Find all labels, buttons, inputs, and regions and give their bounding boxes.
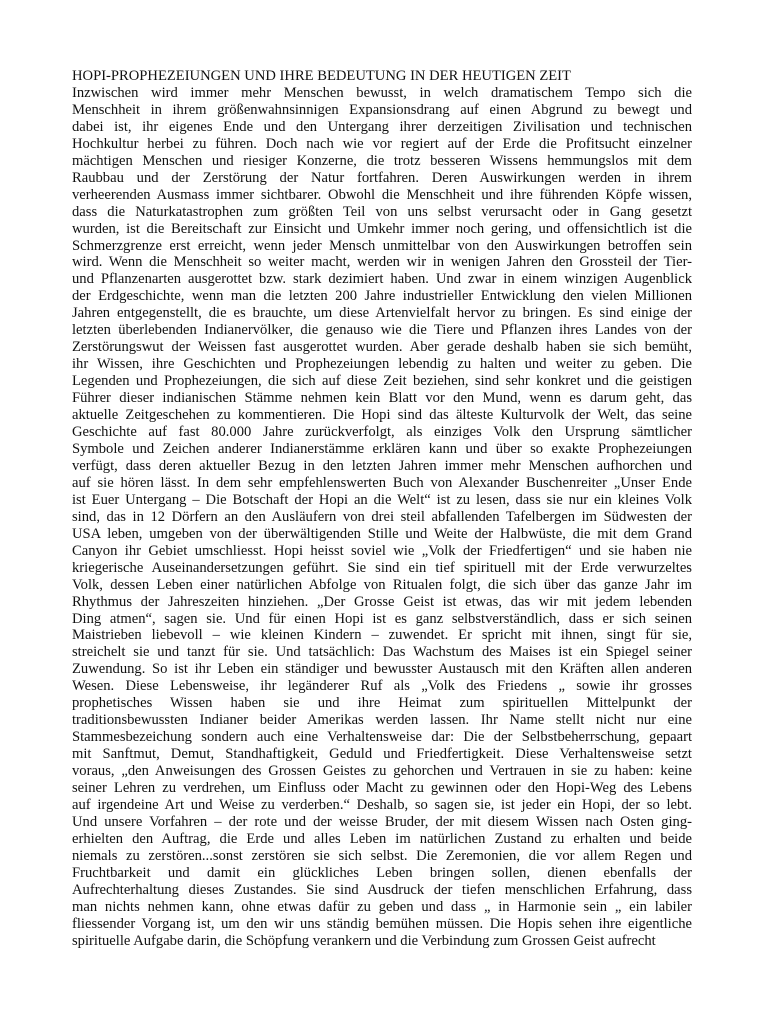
text-line: Geschichte auf fast 80.000 Jahre zurückverfolgt, als einziges Volk den Ursprung sämtlicher: [72, 424, 692, 441]
text-line: Ding atmen“, sagen sie. Und für einen Hopi ist es ganz selbstverständlich, dass er sich seinen: [72, 610, 692, 627]
text-line: spirituelle Aufgabe darin, die Schöpfung verankern und die Verbindung zum Grossen Geist aufrecht: [72, 932, 656, 949]
text-line: Canyon ihr Gebiet umschliesst. Hopi heisst soviel wie „Volk der Friedfertigen“ und sie haben nie: [72, 542, 692, 559]
text-line: fliessender Vorgang ist, um den wir uns ständig bemühen müssen. Die Hopis sehen ihre eigentliche: [72, 915, 692, 932]
text-line: sind, das in 12 Dörfern an den Ausläufern von drei steil abfallenden Tafelbergen im Südwesten der: [72, 508, 692, 525]
text-line: seiner Lehren zu verdrehen, um Einfluss oder Macht zu gewinnen oder den Hopi-Weg des Lebens: [72, 780, 692, 797]
text-line: dass die Naturkatastrophen zum größten Teil von uns selbst verursacht oder in Gang gesetzt: [72, 203, 692, 220]
text-line: Schmerzgrenze erst erreicht, wenn jeder Mensch unmittelbar von den Auswirkungen betroffen sein: [72, 237, 692, 254]
text-line: Zerstörungswut der Weissen fast ausgerottet wurden. Aber gerade deshalb haben sie sich bemüht,: [72, 339, 692, 356]
text-line: Raubbau und der Zerstörung der Natur fortfahren. Deren Auswirkungen werden in ihrem: [72, 169, 692, 186]
text-line: man nichts nehmen kann, ohne etwas dafür zu geben und dass „ in Harmonie sein „ ein labiler: [72, 898, 692, 915]
text-line: Inzwischen wird immer mehr Menschen bewusst, in welch dramatischem Tempo sich die: [72, 84, 692, 101]
text-line: auf irgendeine Art und Weise zu verderben.“ Deshalb, so sagen sie, ist jeder ein Hopi, der so lebt.: [72, 796, 692, 813]
text-line: der Erdgeschichte, wenn man die letzten 200 Jahre industrieller Entwicklung den vielen Millionen: [72, 288, 692, 305]
text-line: Jahren entgegenstellt, die es brauchte, um diese Artenvielfalt hervor zu bringen. Es sind einige der: [72, 305, 692, 322]
document-body: [72, 85, 692, 950]
text-line: mächtigen Menschen und riesiger Konzerne, die trotz besseren Wissens hemmungslos mit dem: [72, 152, 692, 169]
text-line: prophetisches Wissen haben sie und ihre Heimat zum spirituellen Mittelpunkt der: [72, 695, 692, 712]
text-line: verheerenden Ausmass immer sichtbarer. Obwohl die Menschheit und ihre führenden Köpfe wissen,: [72, 186, 692, 203]
text-line: voraus, „den Anweisungen des Grossen Geistes zu gehorchen und Vertrauen in sie zu haben: keine: [72, 763, 692, 780]
text-line: auf sie hören lässt. In dem sehr empfehlenswerten Buch von Alexander Buschenreiter „Unser Ende: [72, 474, 692, 491]
text-line: Rhythmus der Jahreszeiten hinziehen. „Der Grosse Geist ist etwas, das wir mit jedem lebenden: [72, 593, 692, 610]
text-line: und Pflanzenarten ausgerottet bzw. stark dezimiert haben. Und zwar in einem winzigen Augenblick: [72, 271, 692, 288]
text-line: verfügt, dass deren aktueller Bezug in den letzten Jahren immer mehr Menschen aufhorchen und: [72, 457, 692, 474]
text-line: Aufrechterhaltung dieses Zustandes. Sie sind Ausdruck der tiefen menschlichen Erfahrung, dass: [72, 881, 692, 898]
document-title: HOPI-PROPHEZEIUNGEN UND IHRE BEDEUTUNG IN DER HEUTIGEN ZEIT: [72, 68, 571, 84]
text-line: traditionsbewussten Indianer beider Amerikas werden lassen. Ihr Name stellt nicht nur eine: [72, 712, 692, 729]
text-line: Menschheit in ihrem größenwahnsinnigen Expansionsdrang auf einen Abgrund zu bewegt und: [72, 101, 692, 118]
text-line: Zuwendung. So ist ihr Leben ein ständiger und bewusster Austausch mit den Kräften allen anderen: [72, 661, 692, 678]
text-line: aktuelle Zeitgeschehen zu kommentieren. Die Hopi sind das älteste Kulturvolk der Welt, das seine: [72, 407, 692, 424]
text-line: Symbole und Zeichen anderer Indianerstämme erklären kann und über so exakte Prophezeiungen: [72, 440, 692, 457]
text-line: niemals zu zerstören...sonst zerstören sie sich selbst. Die Zeremonien, die vor allem Regen und: [72, 847, 692, 864]
text-line: Fruchtbarkeit und damit ein glückliches Leben bringen sollen, dienen ebenfalls der: [72, 864, 692, 881]
text-line: Führer dieser indianischen Stämme nehmen kein Blatt vor den Mund, wenn es darum geht, das: [72, 390, 692, 407]
text-line: erhielten den Auftrag, die Erde und alles Leben im natürlichen Zustand zu erhalten und beide: [72, 830, 692, 847]
text-line: Legenden und Prophezeiungen, die sich auf diese Zeit beziehen, sind sehr konkret und die geistigen: [72, 373, 692, 390]
text-line: mit Sanftmut, Demut, Standhaftigkeit, Geduld und Friedfertigkeit. Diese Verhaltensweise setzt: [72, 746, 692, 763]
text-line: wird. Wenn die Menschheit so weiter macht, werden wir in wenigen Jahren den Grossteil der Tier-: [72, 254, 692, 271]
text-line: Maistrieben liebevoll – wie kleinen Kindern – zuwendet. Er spricht mit ihnen, singt für sie,: [72, 627, 692, 644]
document-page: [72, 68, 692, 950]
text-line: wurden, ist die Bereitschaft zur Einsicht und Umkehr immer noch gering, und offensichtlich ist die: [72, 220, 692, 237]
text-line: USA leben, umgeben von der überwältigenden Stille und Weite der Halbwüste, die mit dem Grand: [72, 525, 692, 542]
text-line: Und unsere Vorfahren – der rote und der weisse Bruder, der mit diesem Wissen nach Osten ging-: [72, 813, 692, 830]
text-line: kriegerische Auseinandersetzungen geführt. Sie sind ein tief spirituell mit der Erde verwurzeltes: [72, 559, 692, 576]
text-line: Stammesbezeichung sondern auch eine Verhaltensweise dar: Die der Selbstbeherrschung, gepaart: [72, 729, 692, 746]
text-line: Wesen. Diese Lebensweise, ihr legänderer Ruf als „Volk des Friedens „ sowie ihr grosses: [72, 678, 692, 695]
text-line: streichelt sie und tanzt für sie. Und tatsächlich: Das Wachstum des Maises ist ein Spiegel seiner: [72, 644, 692, 661]
text-line: ihr Wissen, ihre Geschichten und Prophezeiungen lebendig zu halten und weiter zu geben. Die: [72, 356, 692, 373]
text-line: Volk, dessen Leben einer natürlichen Abfolge von Ritualen folgt, die sich über das ganze Jahr im: [72, 576, 692, 593]
text-line: ist Euer Untergang – Die Botschaft der Hopi an die Welt“ ist zu lesen, dass sie nur ein kleines Volk: [72, 491, 692, 508]
text-line: Hochkultur herbei zu führen. Doch nach wie vor regiert auf der Erde die Profitsucht einzelner: [72, 135, 692, 152]
text-line: dabei ist, ihr eigenes Ende und den Untergang ihrer derzeitigen Zivilisation und technischen: [72, 118, 692, 135]
text-line: letzten überlebenden Indianervölker, die genauso wie die Tiere und Pflanzen ihres Landes von der: [72, 322, 692, 339]
